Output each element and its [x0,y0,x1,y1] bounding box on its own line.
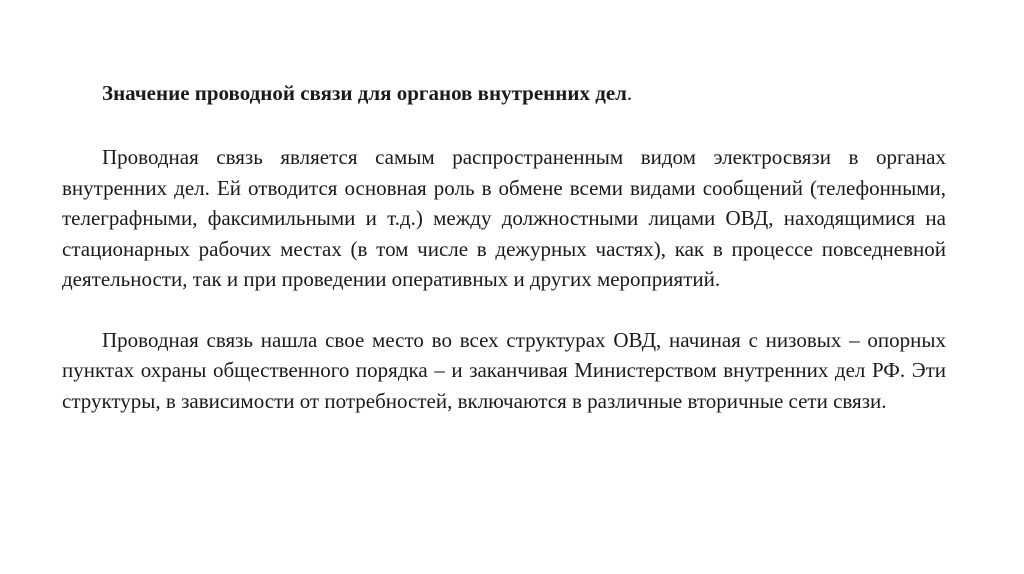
paragraph-wired-communication-structures: Проводная связь нашла свое место во всех структурах ОВД, начиная с низовых – опорных пунктах охраны общественного порядка – и заканчивая Министерством внутренних дел РФ. Эти структуры, в зависимости от потребностей, включаются в различные вторичные сети связи. [62,327,946,413]
slide-content [62,78,946,446]
paragraph-wired-communication-role: Проводная связь является самым распространенным видом электросвязи в органах внутренних дел. Ей отводится основная роль в обмене всеми видами сообщений (телефонными, телеграфными, факсимильными и т.д.) между должностными лицами ОВД, находящимися на стационарных рабочих местах (в том числе в дежурных частях), как в процессе повседневной деятельности, так и при проведении оперативных и других мероприятий. [62,145,946,291]
slide-heading [62,78,946,108]
heading-period: . [626,81,633,105]
heading-text: Значение проводной связи для органов внутренних дел [102,81,627,105]
